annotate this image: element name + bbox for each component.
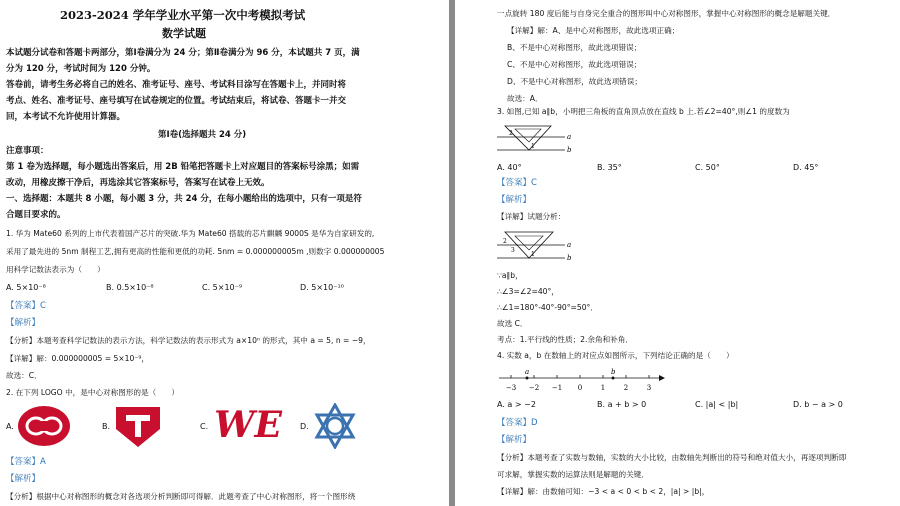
q4-point-a: a xyxy=(525,368,530,376)
q2-label-b: B. xyxy=(102,422,111,431)
q4-analysis: 可求解，掌握实数的运算法则是解题的关键． xyxy=(497,470,649,479)
logo-a-icon xyxy=(16,403,72,449)
q1-answer: 【答案】C xyxy=(6,301,46,311)
logo-b-icon xyxy=(114,403,162,449)
notice-line: 第 1 卷为选择题，每小题选出答案后，用 2B 铅笔把答题卡上对应题目的答案标号涂黑；如需 xyxy=(6,162,360,172)
q2-analysis-tag: 【解析】 xyxy=(6,474,41,484)
q3-step: ∴∠1=180°-40°-90°=50°． xyxy=(497,303,598,312)
q3-option-b: B. 35° xyxy=(597,163,622,172)
intro-line: 分为 120 分，考试时间为 120 分钟。 xyxy=(6,64,156,74)
q3-label-a: a xyxy=(567,133,572,141)
number-line-tick-label: 2 xyxy=(623,384,629,392)
number-line-tick-label: 1 xyxy=(600,384,606,392)
q4-answer: 【答案】D xyxy=(497,418,538,428)
q3-label-b: b xyxy=(567,146,572,154)
q3-stem: 3. 如图,已知 a∥b，小明把三角板的直角顶点放在直线 b 上.若∠2=40°,则∠1 的度数为 xyxy=(497,107,790,116)
q3-figure xyxy=(495,120,575,158)
q4-option-c: C. |a| < |b| xyxy=(695,400,739,409)
q2-conclusion: 故选：A． xyxy=(507,94,543,103)
logo-c-icon xyxy=(212,405,284,445)
number-line-tick-label: −3 xyxy=(505,384,517,392)
notice-line: 合题目要求的。 xyxy=(6,210,66,220)
q2-label-a: A. xyxy=(6,422,14,431)
logo-c-text: WE xyxy=(214,405,282,445)
notice-line: 改动，用橡皮擦干净后，再选涂其它答案标号，答案写在试卷上无效。 xyxy=(6,178,270,188)
q1-option-d: D. 5×10⁻¹⁰ xyxy=(300,283,344,292)
q1-conclusion: 故选：C． xyxy=(6,371,42,380)
q4-option-d: D. b − a > 0 xyxy=(793,400,843,409)
intro-line: 本试题分试卷和答题卡两部分，第Ⅰ卷满分为 24 分；第Ⅱ卷满分为 96 分，本试题共 7 页，满 xyxy=(6,48,360,58)
q1-option-a: A. 5×10⁻⁸ xyxy=(6,283,46,292)
notice-title: 注意事项： xyxy=(6,146,49,156)
q1-option-c: C. 5×10⁻⁹ xyxy=(202,283,243,292)
q4-option-a: A. a > −2 xyxy=(497,400,536,409)
page-right xyxy=(455,0,900,506)
intro-line: 回，本考试不允许使用计算器。 xyxy=(6,112,126,122)
q2-detail: B、不是中心对称图形，故此选项错误； xyxy=(507,43,642,52)
q4-point-b: b xyxy=(611,368,616,376)
q2-answer: 【答案】A xyxy=(6,457,46,467)
q2-label-d: D. xyxy=(300,422,309,431)
q1-stem-line3: 用科学记数法表示为（ ） xyxy=(6,265,105,274)
q3-detail: 【详解】试题分析： xyxy=(497,212,566,221)
q2-stem: 2. 在下列 LOGO 中，是中心对称图形的是（ ） xyxy=(6,388,179,397)
q1-detail: 【详解】解：0.000000005 = 5×10⁻⁹， xyxy=(6,354,149,363)
q3-answer: 【答案】C xyxy=(497,178,537,188)
q4-analysis: 【分析】本题考查了实数与数轴，实数的大小比较，由数轴先判断出的符号和绝对值大小，再逐项判断即 xyxy=(497,453,847,462)
q4-stem: 4. 实数 a，b 在数轴上的对应点如图所示，下列结论正确的是（ ） xyxy=(497,351,734,360)
q3-analysis-tag: 【解析】 xyxy=(497,195,532,205)
number-line-tick-label: 0 xyxy=(577,384,583,392)
q3-label-1: 1 xyxy=(531,143,535,150)
q3-sol-label-3: 3 xyxy=(511,247,515,254)
q3-option-a: A. 40° xyxy=(497,163,522,172)
q3-option-c: C. 50° xyxy=(695,163,720,172)
q3-sol-label-b: b xyxy=(567,254,572,262)
q2-detail: 【详解】解：A、是中心对称图形，故此选项正确； xyxy=(507,26,680,35)
q3-sol-label-2: 2 xyxy=(503,238,507,245)
q2-detail: D、不是中心对称图形，故此选项错误； xyxy=(507,77,642,86)
q3-figure-solution xyxy=(495,226,575,266)
q1-option-b: B. 0.5×10⁻⁸ xyxy=(106,283,154,292)
q1-stem-line1: 1. 华为 Mate60 系列的上市代表着国产芯片的突破.华为 Mate60 搭载的芯片麒麟 9000S 是华为自家研发的, xyxy=(6,229,375,238)
intro-line: 考点、姓名、准考证号、座号填写在试卷规定的位置。考试结束后，将试卷、答题卡一并交 xyxy=(6,96,347,106)
q4-analysis-tag: 【解析】 xyxy=(497,435,532,445)
q4-option-b: B. a + b > 0 xyxy=(597,400,647,409)
q3-sol-label-1: 1 xyxy=(531,251,535,258)
q3-step: 故选 C． xyxy=(497,319,528,328)
q3-sol-label-a: a xyxy=(567,241,572,249)
q3-step: ∴∠3=∠2=40°， xyxy=(497,287,559,296)
q1-stem-line2: 采用了最先进的 5nm 制程工艺,拥有更高的性能和更低的功耗. 5nm = 0.000000005m ,则数字 0.000000005 xyxy=(6,247,385,256)
q1-analysis-tag: 【解析】 xyxy=(6,318,41,328)
logo-d-icon xyxy=(312,403,358,449)
number-line-tick-label: −1 xyxy=(551,384,563,392)
q4-number-line xyxy=(497,364,667,394)
number-line-tick-label: −2 xyxy=(528,384,540,392)
q1-analysis: 【分析】本题考查科学记数法的表示方法，科学记数法的表示形式为 a×10ⁿ 的形式，其中 a = 5, n = −9， xyxy=(6,336,371,345)
page-left xyxy=(0,0,449,506)
q4-detail: 【详解】解：由数轴可知：−3 < a < 0 < b < 2，|a| > |b|， xyxy=(497,487,710,496)
q4-dot-b xyxy=(612,377,615,380)
q3-point: 考点：1.平行线的性质；2.余角和补角． xyxy=(497,335,633,344)
q3-label-2: 2 xyxy=(509,130,513,137)
exam-title: 2023-2024 学年学业水平第一次中考模拟考试 xyxy=(60,8,306,22)
q2-analysis: 【分析】根据中心对称图形的概念对各选项分析判断即可得解．此题考查了中心对称图形，将一个图形绕 xyxy=(6,492,356,501)
q2-continued: 一点旋转 180 度后能与自身完全重合的图形叫中心对称图形，掌握中心对称图形的概念是解题关键． xyxy=(497,9,836,18)
notice-line: 一、选择题：本题共 8 小题，每小题 3 分，共 24 分，在每小题给出的选项中，只有一项是符 xyxy=(6,194,362,204)
section1-title: 第Ⅰ卷(选择题共 24 分) xyxy=(158,130,247,140)
intro-line: 答卷前，请考生务必将自己的姓名、准考证号、座号、考试科目涂写在答题卡上，并同时将 xyxy=(6,80,347,90)
q3-step: ∵a∥b， xyxy=(497,271,523,280)
q2-detail: C、不是中心对称图形，故此选项错误； xyxy=(507,60,642,69)
number-line-tick-label: 3 xyxy=(646,384,652,392)
exam-subject: 数学试题 xyxy=(162,27,206,40)
q4-dot-a xyxy=(526,377,529,380)
q2-label-c: C. xyxy=(200,422,209,431)
q3-option-d: D. 45° xyxy=(793,163,819,172)
